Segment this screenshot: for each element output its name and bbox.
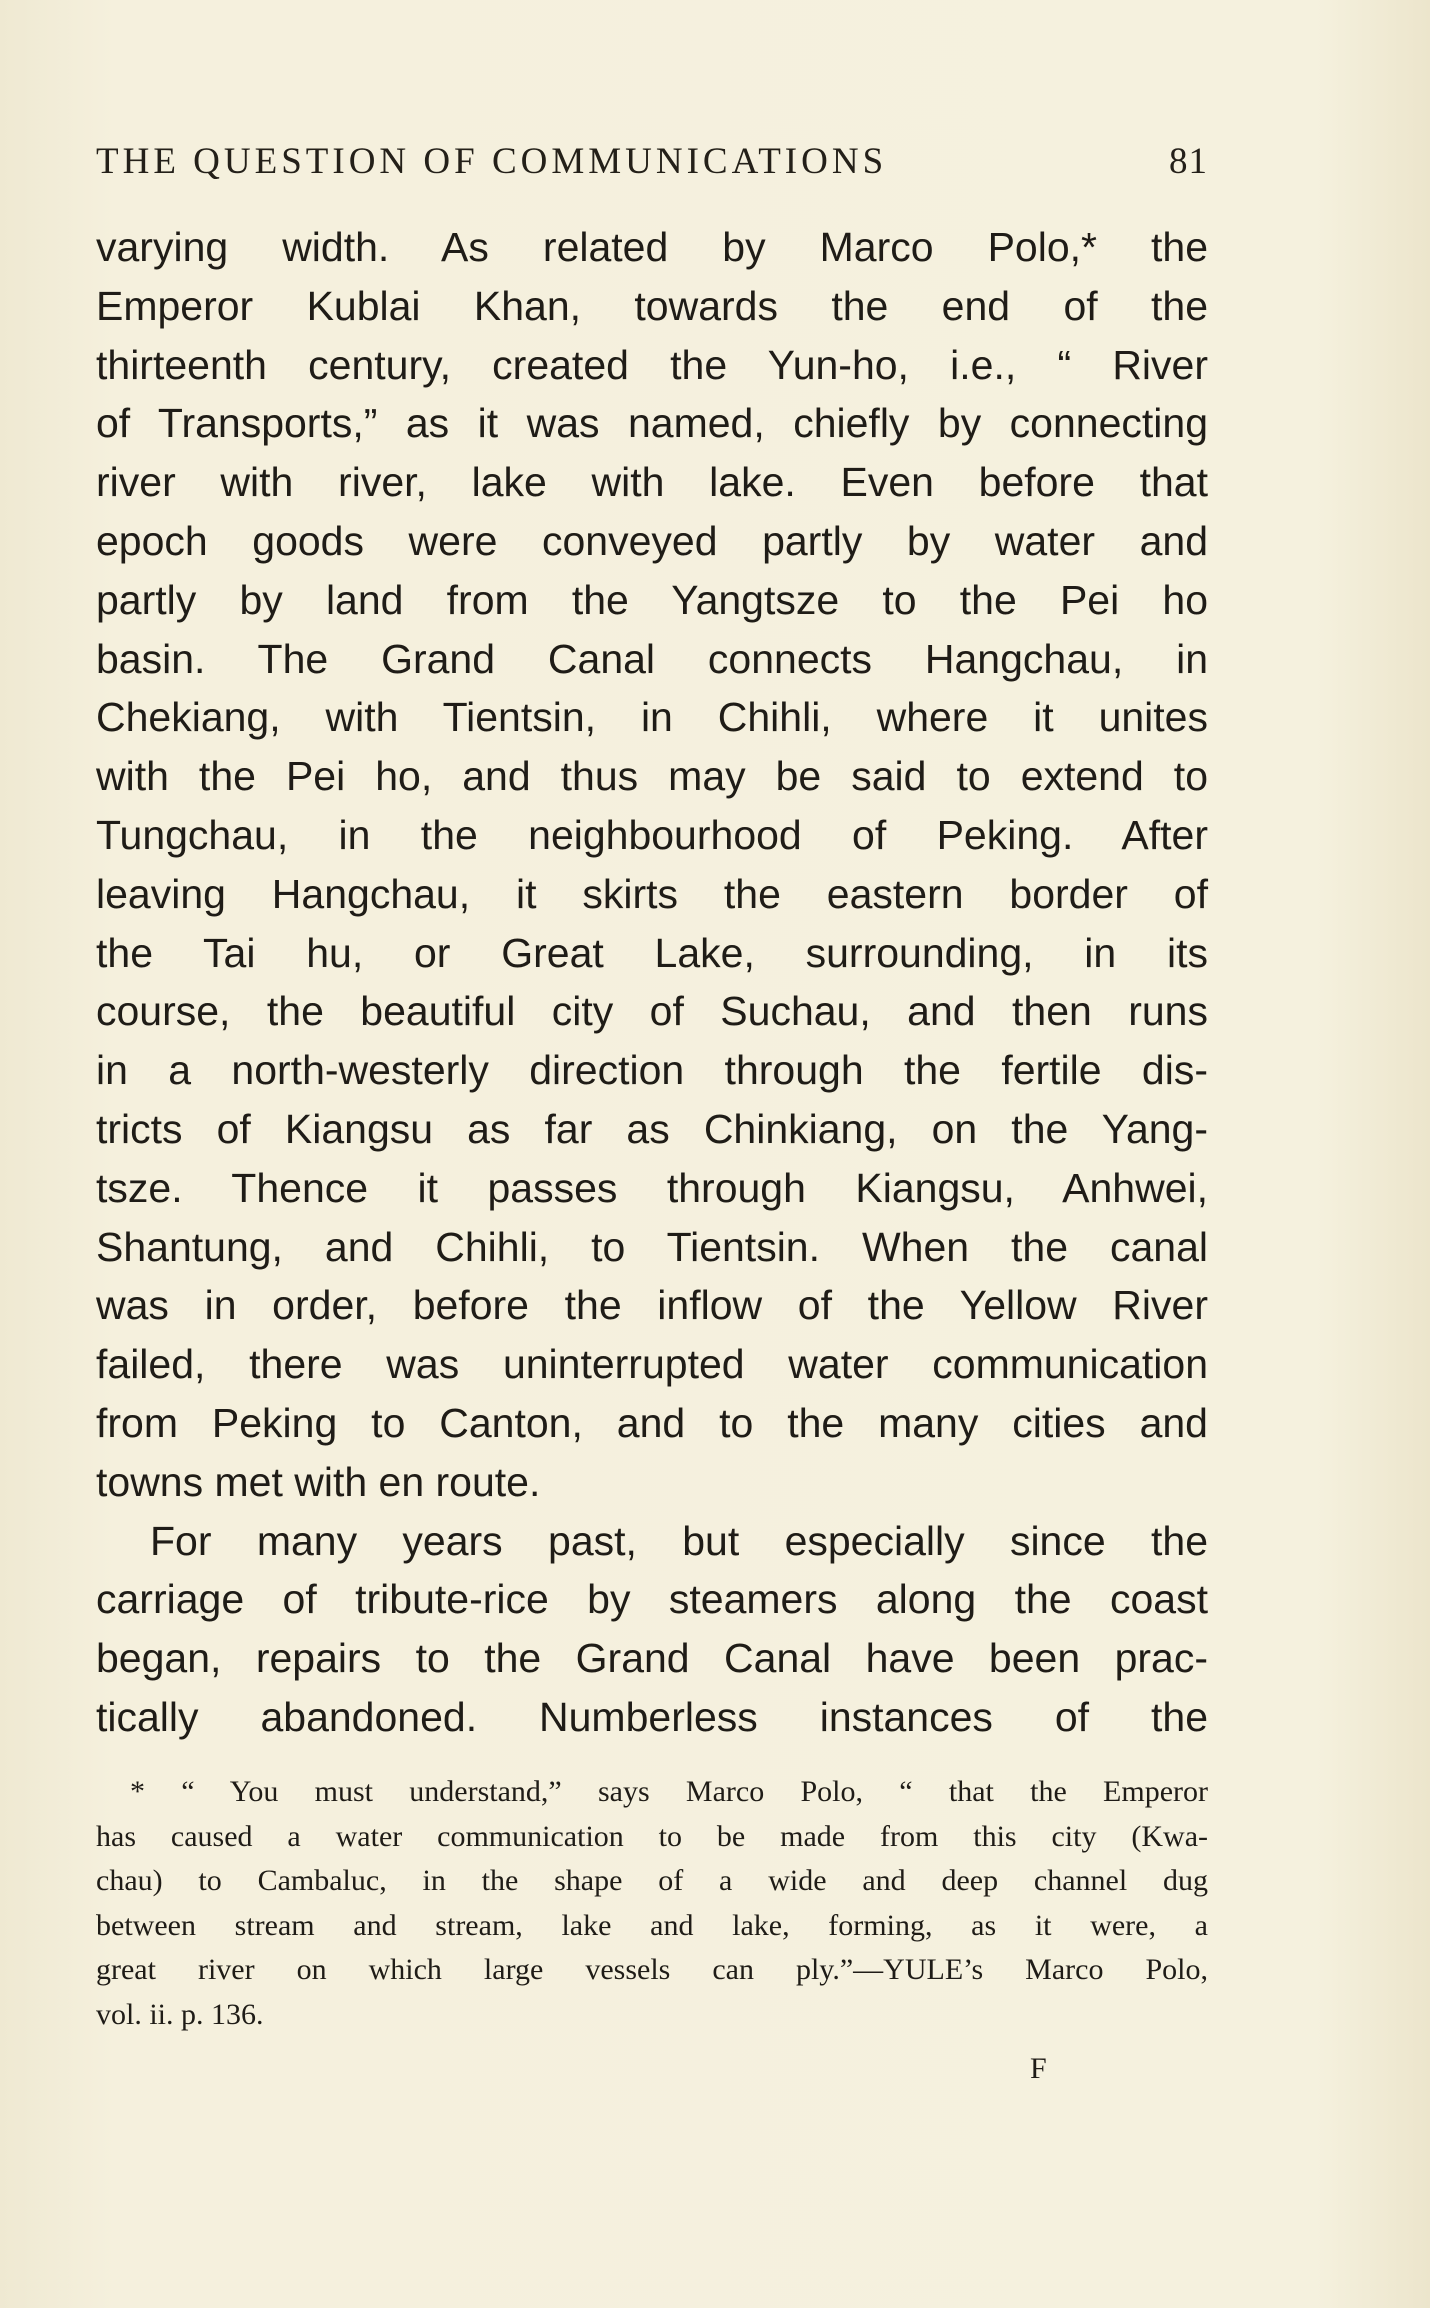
- text-line: river with river, lake with lake. Even before that: [96, 459, 1208, 506]
- text-line: basin. The Grand Canal connects Hangchau, in: [96, 635, 1208, 682]
- text-line: For many years past, but especially since the: [150, 1517, 1208, 1564]
- running-title: THE QUESTION OF COMMUNICATIONS: [96, 141, 888, 182]
- text-line: from Peking to Canton, and to the many cities and: [96, 1399, 1208, 1446]
- footnote-line: great river on which large vessels can ply.”—YULE’s Marco Polo,: [96, 1953, 1208, 1986]
- footnote-line: chau) to Cambaluc, in the shape of a wide and deep channel dug: [96, 1864, 1208, 1897]
- body-text: [96, 218, 1208, 1747]
- paragraph-2: [96, 1512, 1208, 1747]
- text-line: was in order, before the inflow of the Yellow River: [96, 1282, 1208, 1329]
- paragraph-1: [96, 218, 1208, 1512]
- text-line: epoch goods were conveyed partly by water and: [96, 517, 1208, 564]
- footnote: [96, 1770, 1208, 2037]
- text-line: carriage of tribute-rice by steamers along the coast: [96, 1576, 1208, 1623]
- footnote-line: * “ You must understand,” says Marco Polo, “ that the Emperor: [130, 1775, 1208, 1808]
- running-header: [96, 140, 1208, 183]
- text-line: Emperor Kublai Khan, towards the end of the: [96, 282, 1208, 329]
- text-line: leaving Hangchau, it skirts the eastern border of: [96, 870, 1208, 917]
- text-line: tricts of Kiangsu as far as Chinkiang, on the Yang-: [96, 1105, 1208, 1152]
- footnote-line: has caused a water communication to be made from this city (Kwa-: [96, 1819, 1208, 1853]
- text-line: Tungchau, in the neighbourhood of Peking. After: [96, 811, 1208, 858]
- footnote-line: vol. ii. p. 136.: [96, 1997, 264, 2031]
- text-line: thirteenth century, created the Yun-ho, i.e., “ River: [96, 341, 1208, 388]
- page-number: 81: [1169, 141, 1208, 182]
- footnote-line: between stream and stream, lake and lake, forming, as it were, a: [96, 1908, 1208, 1942]
- signature-mark: F: [1030, 2052, 1047, 2085]
- text-line: in a north-westerly direction through the fertile dis-: [96, 1047, 1208, 1094]
- text-line: Shantung, and Chihli, to Tientsin. When the canal: [96, 1223, 1208, 1270]
- text-line: began, repairs to the Grand Canal have been prac-: [96, 1635, 1208, 1682]
- text-line: Chekiang, with Tientsin, in Chihli, where it unites: [96, 694, 1208, 741]
- text-line: failed, there was uninterrupted water communication: [96, 1341, 1208, 1388]
- text-line: partly by land from the Yangtsze to the Pei ho: [96, 576, 1208, 623]
- text-line: tsze. Thence it passes through Kiangsu, Anhwei,: [96, 1164, 1208, 1211]
- text-line: of Transports,” as it was named, chiefly by connecting: [96, 400, 1208, 447]
- text-line: towns met with en route.: [96, 1458, 541, 1505]
- text-line: the Tai hu, or Great Lake, surrounding, in its: [96, 929, 1208, 976]
- text-line: course, the beautiful city of Suchau, and then runs: [96, 988, 1208, 1035]
- text-line: tically abandoned. Numberless instances of the: [96, 1693, 1208, 1740]
- text-line: varying width. As related by Marco Polo,* the: [96, 224, 1208, 270]
- text-line: with the Pei ho, and thus may be said to extend to: [96, 753, 1208, 800]
